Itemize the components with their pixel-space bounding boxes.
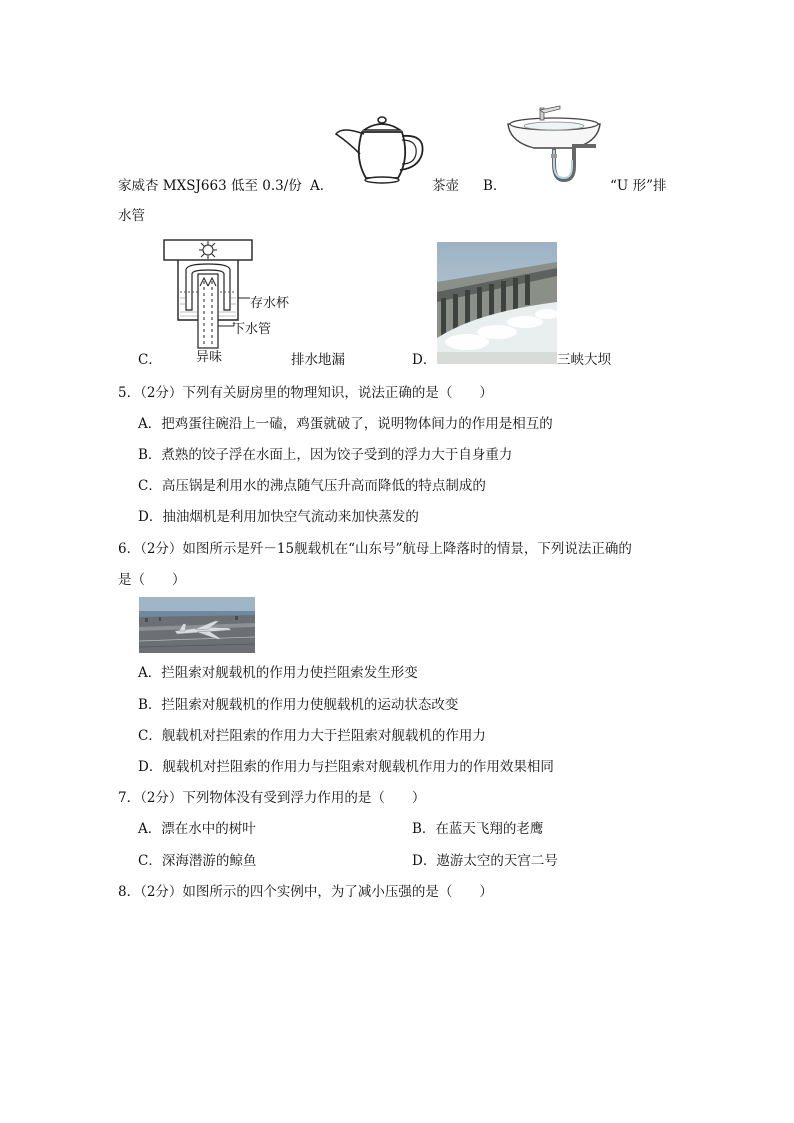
q7-option-c: C．深海潜游的鲸鱼 (138, 853, 257, 869)
q6-stem-line2: 是（ ） (118, 572, 186, 588)
q7-stem: 7．（2分）下列物体没有受到浮力作用的是（ ） (118, 790, 426, 806)
q6-option-a: A．拦阻索对舰载机的作用力使拦阻索发生形变 (138, 665, 418, 681)
q4-option-b-label-cont: 水管 (118, 208, 145, 224)
q5-option-b: B．煮熟的饺子浮在水面上，因为饺子受到的浮力大于自身重力 (138, 447, 513, 463)
q4-option-a-label: 茶壶 (432, 178, 459, 194)
q4-option-c-letter: C． (138, 352, 162, 368)
carrier-landing-photo (139, 597, 255, 653)
q6-option-c: C．舰载机对拦阻索的作用力大于拦阻索对舰载机的作用力 (138, 728, 486, 744)
q4-option-b-letter: B． (483, 178, 507, 194)
q4-option-a-letter: A． (310, 178, 334, 194)
q5-option-c: C．高压锅是利用水的沸点随气压升高而降低的特点制成的 (138, 478, 486, 494)
u-shaped-drain-image (504, 102, 604, 188)
q4-option-d-label: 三峡大坝 (557, 352, 611, 368)
q4-option-d-letter: D． (412, 352, 437, 368)
q7-option-a: A．漂在水中的树叶 (138, 821, 256, 837)
q5-option-a: A．把鸡蛋往碗沿上一磕，鸡蛋就破了，说明物体间力的作用是相互的 (138, 416, 553, 432)
teapot-image (334, 108, 430, 188)
q7-option-b: B．在蓝天飞翔的老鹰 (412, 821, 544, 837)
q4-option-c-label: 排水地漏 (291, 352, 345, 368)
q8-stem: 8．（2分）如图所示的四个实例中，为了减小压强的是（ ） (118, 884, 493, 900)
drain-label-pipe: 下水管 (232, 322, 272, 337)
q5-stem: 5．（2分）下列有关厨房里的物理知识，说法正确的是（ ） (118, 385, 493, 401)
q6-option-d: D．舰载机对拦阻索的作用力与拦阻索对舰载机作用力的作用效果相同 (138, 759, 554, 775)
q5-option-d: D．抽油烟机是利用加快空气流动来加快蒸发的 (138, 509, 419, 525)
q7-option-d: D．遨游太空的天宫二号 (412, 853, 558, 869)
q4-header-text: 家威杏 MXSJ663 低至 0.3/份 (118, 178, 302, 194)
q6-stem-line1: 6．（2分）如图所示是歼－15舰载机在“山东号”航母上降落时的情景，下列说法正确的 (118, 541, 632, 557)
q4-option-b-label: “U 形”排 (610, 178, 667, 194)
three-gorges-dam-photo (437, 242, 557, 364)
drain-label-cup: 存水杯 (250, 296, 290, 311)
drain-label-smell: 异味 (196, 350, 223, 365)
q6-option-b: B．拦阻索对舰载机的作用力使舰载机的运动状态改变 (138, 697, 459, 713)
